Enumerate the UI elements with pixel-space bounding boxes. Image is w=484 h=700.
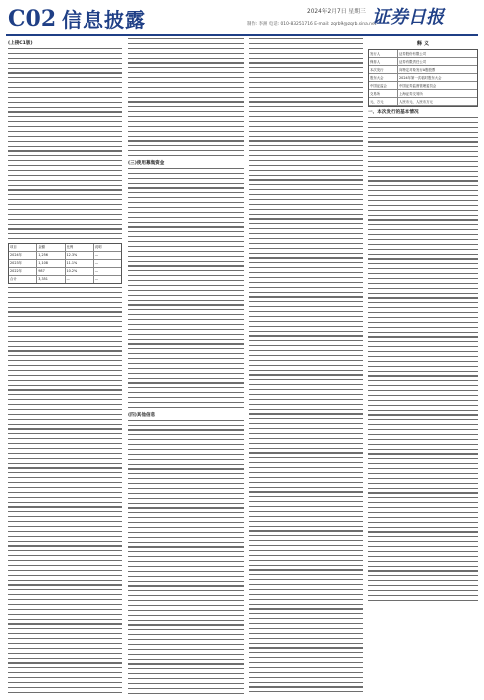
- text-block: [128, 38, 244, 156]
- definition: 上海证券交易所: [399, 92, 423, 96]
- table-cell: 1,108: [37, 260, 65, 267]
- definition: 向特定对象发行A股股票: [399, 68, 436, 72]
- table-cell: 10.2%: [66, 268, 94, 275]
- subheading: 一、本次发行的基本情况: [368, 110, 419, 115]
- newspaper-brand: 证券日报: [372, 7, 444, 28]
- text-block: [249, 38, 363, 694]
- table-cell: 3,351: [37, 276, 65, 283]
- term: 交易所: [369, 90, 398, 97]
- table-row: [9, 252, 121, 260]
- table-row: [369, 66, 477, 74]
- contact-line: 制作: 李洲 电话: 010-83251716 E-mail: zqrb9@zqrb.sina.net: [247, 22, 377, 27]
- table-row: [9, 268, 121, 276]
- table-row: [9, 276, 121, 283]
- table-cell: 1,256: [37, 252, 65, 259]
- column-mid-2: [249, 38, 363, 694]
- table-cell: —: [94, 277, 99, 281]
- text-block: [128, 168, 244, 408]
- table-row: [9, 260, 121, 268]
- table-cell: 2024年: [9, 252, 37, 259]
- definitions-table: [368, 49, 478, 107]
- table-header-cell: 金额: [37, 244, 65, 251]
- column-right: [368, 38, 478, 694]
- text-block: [368, 117, 478, 601]
- definition: 证券股份有限公司: [399, 52, 427, 56]
- table-cell: 合计: [9, 276, 37, 283]
- table-row: [369, 90, 477, 98]
- table-cell: —: [94, 253, 99, 257]
- table-header-cell: 说明: [94, 245, 102, 249]
- table-cell: 987: [37, 268, 65, 275]
- continued-label: (上接C1版): [8, 41, 33, 46]
- definition: 人民币元、人民币万元: [399, 100, 433, 104]
- column-mid-1: [128, 38, 244, 694]
- table-row: [369, 58, 477, 66]
- table-cell: —: [94, 261, 99, 265]
- term: 保荐人: [369, 58, 398, 65]
- text-block: [128, 420, 244, 694]
- definition: 证券有限责任公司: [399, 60, 427, 64]
- header-rule: [6, 34, 478, 36]
- page-number-logo: [8, 1, 57, 37]
- table-header-cell: 项目: [9, 244, 37, 251]
- table-row: [369, 50, 477, 58]
- subheading: (三)使用募集资金: [128, 160, 165, 166]
- text-block: [8, 48, 122, 239]
- table-cell: —: [66, 276, 94, 283]
- column-left: [8, 38, 122, 694]
- table-cell: 12.3%: [66, 252, 94, 259]
- definition: 2024年第一次临时股东大会: [399, 76, 442, 80]
- text-block: [8, 287, 122, 694]
- subheading: (四)其他信息: [128, 412, 156, 418]
- term: 元、万元: [369, 98, 398, 105]
- publish-date: 2024年2月7日 星期三: [307, 9, 366, 15]
- table-cell: 2023年: [9, 260, 37, 267]
- table-cell: 2022年: [9, 268, 37, 275]
- table-row: [369, 74, 477, 82]
- definition: 中国证券监督管理委员会: [399, 84, 437, 88]
- table-header-row: [9, 244, 121, 252]
- section-title: 信息披露: [62, 8, 146, 32]
- definitions-title: 释 义: [416, 41, 430, 47]
- term: 发行人: [369, 50, 398, 57]
- table-row: [369, 98, 477, 106]
- page-number: C02: [8, 6, 57, 32]
- term: 本次发行: [369, 66, 398, 73]
- term: 股东大会: [369, 74, 398, 81]
- table-header-cell: 比例: [66, 244, 94, 251]
- data-table-left: [8, 243, 122, 284]
- table-row: [369, 82, 477, 90]
- term: 中国证监会: [369, 82, 398, 89]
- table-cell: —: [94, 269, 99, 273]
- page-header: [0, 0, 484, 34]
- table-cell: 11.1%: [66, 260, 94, 267]
